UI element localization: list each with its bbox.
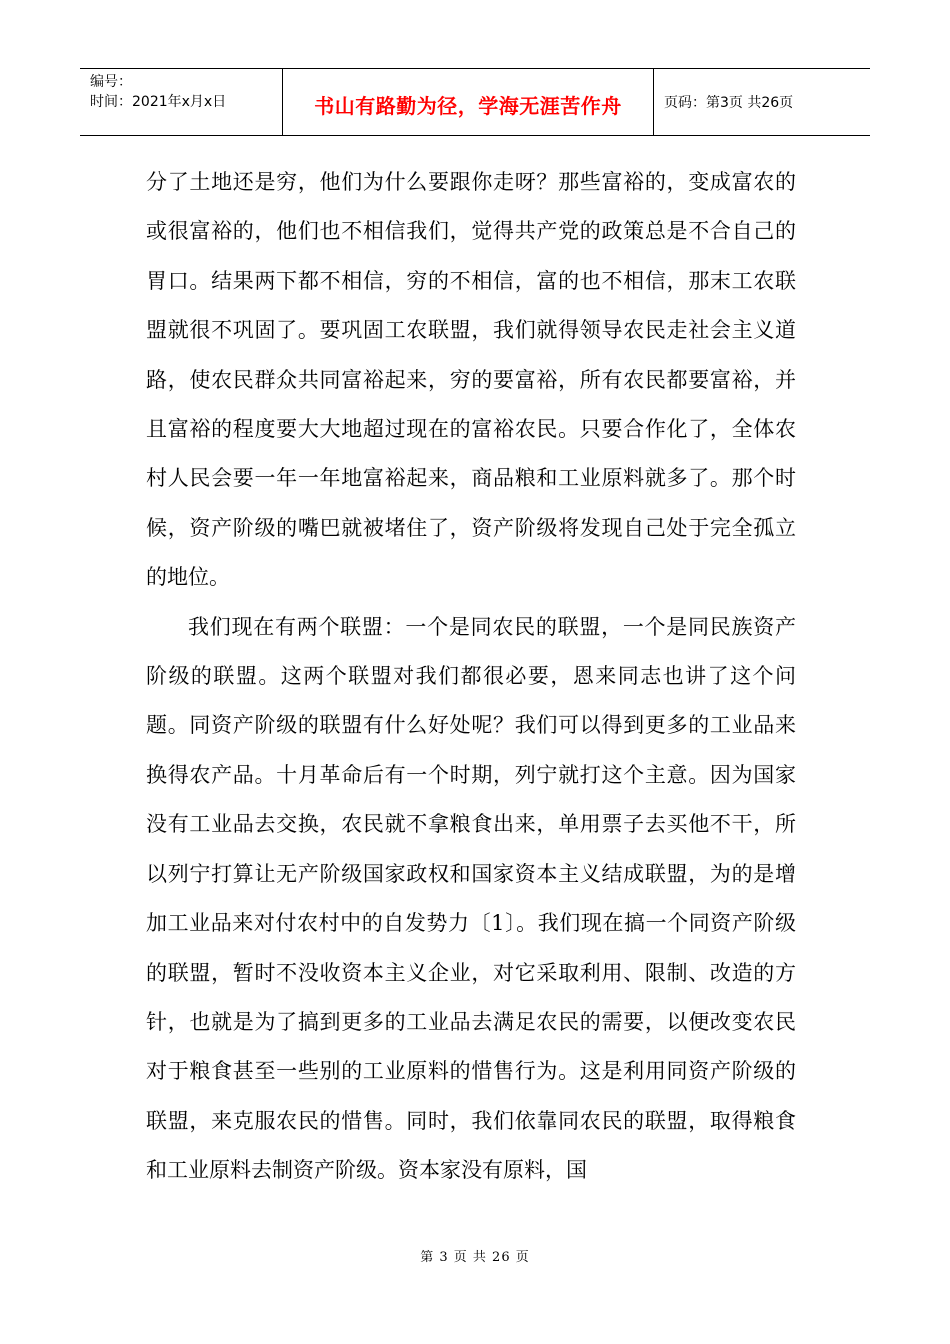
page-info: 页码：第3页 共26页: [664, 95, 794, 111]
page-footer: 第 3 页 共 26 页: [420, 1250, 530, 1265]
date-label: 时间：2021年x月x日: [90, 94, 227, 110]
document-header: [80, 68, 870, 136]
number-label: 编号：: [90, 74, 132, 90]
header-meta-cell: [80, 69, 283, 135]
motto: 书山有路勤为径，学海无涯苦作舟: [314, 93, 622, 118]
document-body: [146, 158, 796, 1196]
paragraph: 分了土地还是穷，他们为什么要跟你走呀？那些富裕的，变成富农的或很富裕的，他们也不相信我们，觉得共产党的政策总是不合自己的胃口。结果两下都不相信，穷的不相信，富的也不相信，那末工农联盟就很不巩固了。要巩固工农联盟，我们就得领导农民走社会主义道路，使农民群众共同富裕起来，穷的要富裕，所有农民都要富裕，并且富裕的程度要大大地超过现在的富裕农民。只要合作化了，全体农村人民会要一年一年地富裕起来，商品粮和工业原料就多了。那个时候，资产阶级的嘴巴就被堵住了，资产阶级将发现自己处于完全孤立的地位。: [146, 170, 796, 590]
paragraph: 我们现在有两个联盟：一个是同农民的联盟，一个是同民族资产阶级的联盟。这两个联盟对我们都很必要，恩来同志也讲了这个问题。同资产阶级的联盟有什么好处呢？我们可以得到更多的工业品来换得农产品。十月革命后有一个时期，列宁就打这个主意。因为国家没有工业品去交换，农民就不拿粮食出来，单用票子去买他不干，所以列宁打算让无产阶级国家政权和国家资本主义结成联盟，为的是增加工业品来对付农村中的自发势力〔1〕。我们现在搞一个同资产阶级的联盟，暂时不没收资本主义企业，对它采取利用、限制、改造的方针，也就是为了搞到更多的工业品去满足农民的需要，以便改变农民对于粮食甚至一些别的工业原料的惜售行为。这是利用同资产阶级的联盟，来克服农民的惜售。同时，我们依靠同农民的联盟，取得粮食和工业原料去制资产阶级。资本家没有原料，国: [146, 614, 796, 1183]
header-page-cell: [654, 69, 870, 135]
header-motto-cell: [283, 69, 654, 135]
